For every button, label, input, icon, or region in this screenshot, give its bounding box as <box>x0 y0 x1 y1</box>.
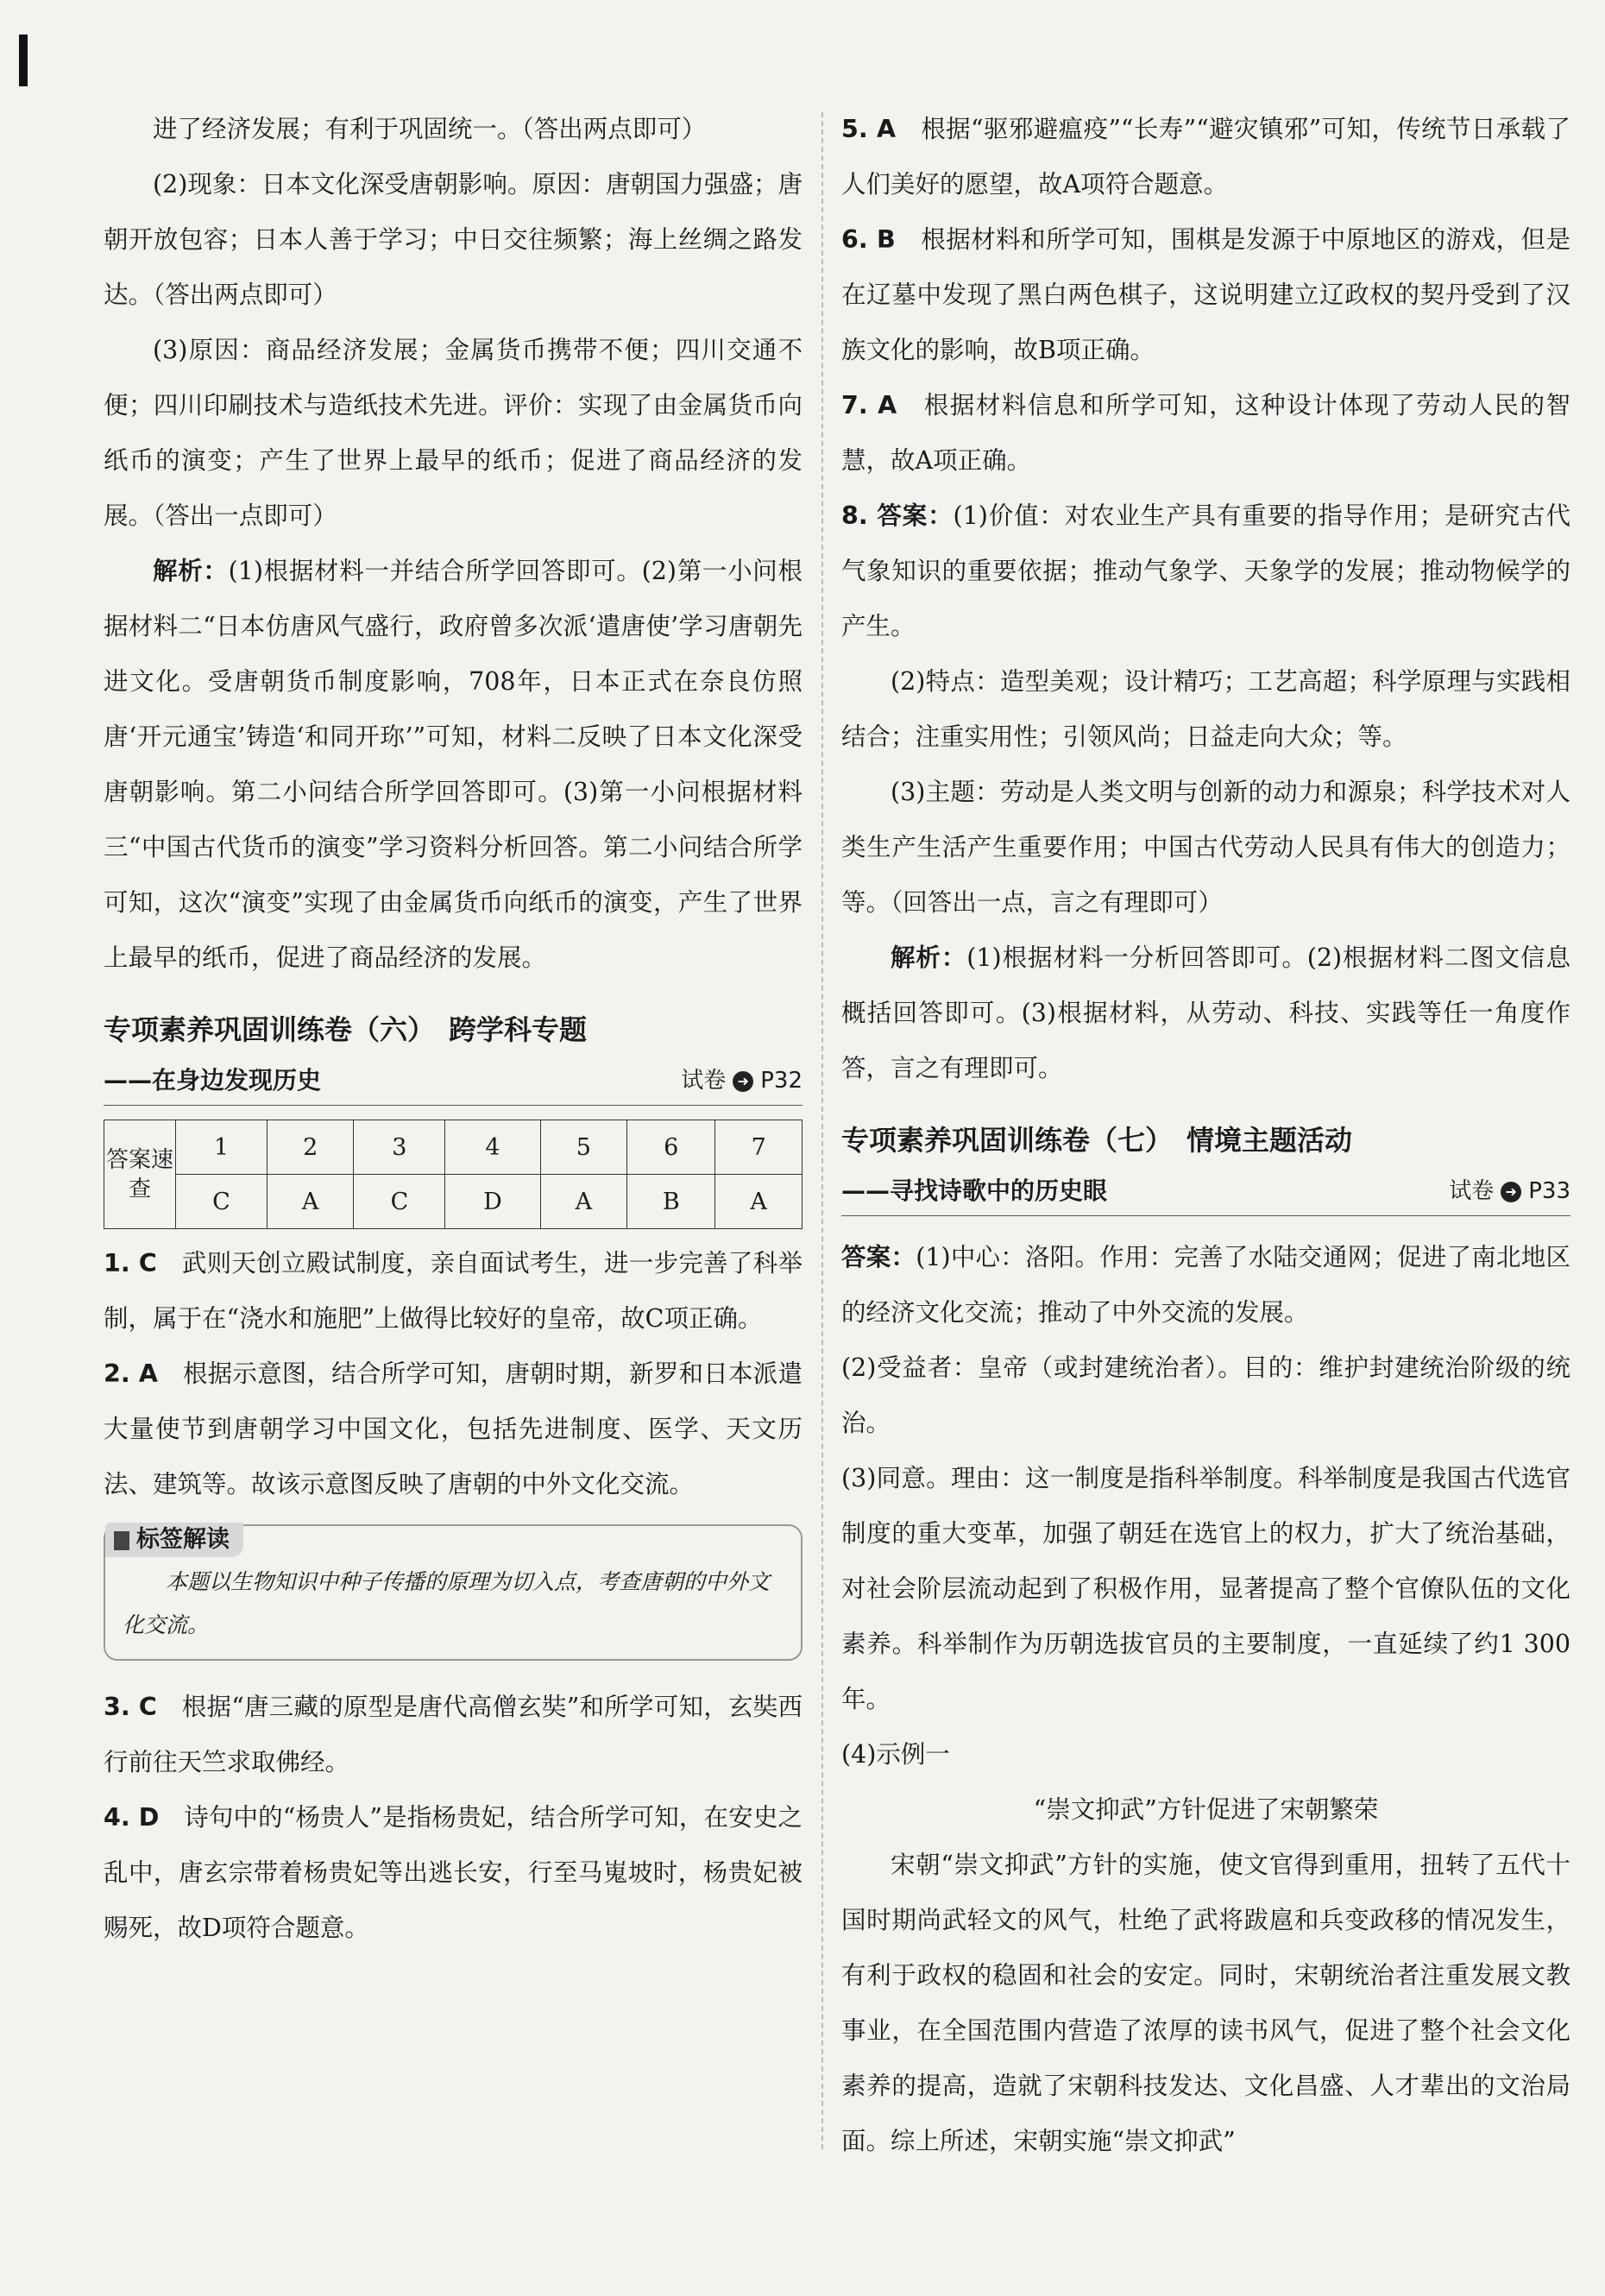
tag-text: 本题以生物知识中种子传播的原理为切入点，考查唐朝的中外文化交流。 <box>123 1569 771 1637</box>
tag-title: 标签解读 <box>136 1526 230 1553</box>
right-column <box>841 102 1570 2169</box>
analysis-text: (1)根据材料一分析回答即可。(2)根据材料二图文信息概括回答即可。(3)根据材料，从劳动、科技、实践等任一角度作答，言之有理即可。 <box>841 943 1570 1082</box>
section-title-6: 专项素养巩固训练卷（六） 跨学科专题 <box>104 1013 588 1046</box>
answer-part-4: (4)示例一 <box>841 1740 950 1769</box>
page-reference <box>681 1060 802 1101</box>
left-column <box>104 102 802 1956</box>
analysis-label: 解析： <box>891 943 967 972</box>
answer-number: 4 <box>445 1120 540 1175</box>
analysis-text: (1)根据材料一并结合所学回答即可。(2)第一小问根据材料二“日本仿唐风气盛行，政府曾多次派‘遣唐使’学习唐朝先进文化。受唐朝货币制度影响，708年，日本正式在奈良仿照唐‘开元通宝’铸造‘和同开珎’”可知，材料二反映了日本文化深受唐朝影响。第二小问结合所学回答即可。(3)第一小问根据材料三“中国古代货币的演变”学习资料分析回答。第二小问结合所学可知，这次“演变”实现了由金属货币向纸币的演变，产生了世界上最早的纸币，促进了商品经济的发展。 <box>104 557 802 972</box>
answer-quick-check-table <box>104 1120 802 1229</box>
answer-label: 答案： <box>841 1243 916 1271</box>
answer-table-header: 答案速查 <box>104 1120 176 1229</box>
q8-analysis <box>841 930 1570 1096</box>
answer-number: 3 <box>354 1120 445 1175</box>
answer-number: 7 <box>715 1120 802 1175</box>
item-text: (1)价值：对农业生产具有重要的指导作用；是研究古代气象知识的重要依据；推动气象学、天象学的发展；推动物候学的产生。 <box>841 501 1570 640</box>
tag-header <box>105 1523 243 1557</box>
item-text: 诗句中的“杨贵人”是指杨贵妃，结合所学可知，在安史之乱中，唐玄宗带着杨贵妃等出逃长安，行至马嵬坡时，杨贵妃被赐死，故D项符合题意。 <box>104 1803 802 1942</box>
answer-item-7 <box>841 378 1570 489</box>
page-ref-label: 试卷 <box>681 1068 727 1094</box>
continued-text-3: (3)原因：商品经济发展；金属货币携带不便；四川交通不便；四川印刷技术与造纸技术先进。评价：实现了由金属货币向纸币的演变；产生了世界上最早的纸币；促进了商品经济的发展。（答出一点即可） <box>104 336 802 530</box>
q8-part-2: (2)特点：造型美观；设计精巧；工艺高超；科学原理与实践相结合；注重实用性；引领风尚；日益走向大众；等。 <box>841 667 1570 751</box>
section-subtitle: ——寻找诗歌中的历史眼 <box>841 1176 1108 1205</box>
continued-text-2: (2)现象：日本文化深受唐朝影响。原因：唐朝国力强盛；唐朝开放包容；日本人善于学习；中日交往频繁；海上丝绸之路发达。（答出两点即可） <box>104 170 802 309</box>
answer-number: 1 <box>176 1120 268 1175</box>
page-ref-label: 试卷 <box>1449 1178 1495 1204</box>
analysis-paragraph <box>104 544 802 986</box>
answer-number: 6 <box>627 1120 715 1175</box>
essay-text: 宋朝“崇文抑武”方针的实施，使文官得到重用，扭转了五代十国时期尚武轻文的风气，杜绝了武将跋扈和兵变政移的情况发生，有利于政权的稳固和社会的安定。同时，宋朝统治者注重发展文教事业，在全国范围内营造了浓厚的读书风气，促进了整个社会文化素养的提高，造就了宋朝科技发达、文化昌盛、人才辈出的文治局面。综上所述，宋朝实施“崇文抑武” <box>841 1851 1570 2155</box>
arrow-right-icon: ➜ <box>733 1071 753 1092</box>
section-subtitle-row <box>841 1170 1570 1216</box>
answer-item-4 <box>104 1790 802 1956</box>
item-text: 根据材料信息和所学可知，这种设计体现了劳动人民的智慧，故A项正确。 <box>841 391 1570 475</box>
page-ref-number: P32 <box>760 1068 802 1094</box>
essay-title: “崇文抑武”方针促进了宋朝繁荣 <box>1033 1795 1379 1824</box>
item-text: 根据“唐三藏的原型是唐代高僧玄奘”和所学可知，玄奘西行前往天竺求取佛经。 <box>104 1693 802 1776</box>
answer-item-1 <box>104 1236 802 1347</box>
item-number: 6. B <box>841 225 896 254</box>
item-number: 7. A <box>841 391 897 419</box>
tag-explanation-box <box>104 1524 802 1661</box>
item-text: 根据材料和所学可知，围棋是发源于中原地区的游戏，但是在辽墓中发现了黑白两色棋子，这说明建立辽政权的契丹受到了汉族文化的影响，故B项正确。 <box>841 225 1570 364</box>
book-icon <box>114 1531 129 1550</box>
item-text: 根据“驱邪避瘟疫”“长寿”“避灾镇邪”可知，传统节日承载了人们美好的愿望，故A项符合题意。 <box>841 115 1570 199</box>
answer-part-3: (3)同意。理由：这一制度是指科举制度。科举制度是我国古代选官制度的重大变革，加强了朝廷在选官上的权力，扩大了统治基础，对社会阶层流动起到了积极作用，显著提高了整个官僚队伍的文化素养。科举制作为历朝选拔官员的主要制度，一直延续了约1 300年。 <box>841 1464 1570 1713</box>
answer-item-3 <box>104 1680 802 1790</box>
answer-item-2 <box>104 1347 802 1512</box>
answer-letter: A <box>540 1175 627 1229</box>
answer-part-1 <box>841 1230 1570 1340</box>
page-reference <box>1449 1170 1570 1212</box>
item-number: 1. C <box>104 1249 157 1277</box>
column-divider <box>821 112 823 2149</box>
answer-item-8 <box>841 489 1570 654</box>
answer-item-5 <box>841 102 1570 212</box>
answer-letter: B <box>627 1175 715 1229</box>
continued-text-1: 进了经济发展；有利于巩固统一。（答出两点即可） <box>153 115 707 143</box>
page-ref-number: P33 <box>1528 1178 1570 1204</box>
corner-mark <box>19 35 28 86</box>
answer-number: 5 <box>540 1120 627 1175</box>
q8-part-3: (3)主题：劳动是人类文明与创新的动力和源泉；科学技术对人类生产生活产生重要作用；中国古代劳动人民具有伟大的创造力；等。（回答出一点，言之有理即可） <box>841 778 1570 917</box>
item-number: 8. 答案： <box>841 501 954 530</box>
section-title-7: 专项素养巩固训练卷（七） 情境主题活动 <box>841 1124 1353 1157</box>
item-number: 3. C <box>104 1693 157 1721</box>
item-text: 武则天创立殿试制度，亲自面试考生，进一步完善了科举制，属于在“浇水和施肥”上做得比较好的皇帝，故C项正确。 <box>104 1249 802 1333</box>
answer-table-number-row <box>104 1120 802 1175</box>
answer-part-2: (2)受益者：皇帝（或封建统治者）。目的：维护封建统治阶级的统治。 <box>841 1353 1570 1437</box>
answer-number: 2 <box>267 1120 354 1175</box>
answer-text: (1)中心：洛阳。作用：完善了水陆交通网；促进了南北地区的经济文化交流；推动了中外交流的发展。 <box>841 1243 1570 1327</box>
section-subtitle: ——在身边发现历史 <box>104 1066 322 1094</box>
answer-letter: C <box>354 1175 445 1229</box>
section-subtitle-row <box>104 1060 802 1106</box>
item-number: 2. A <box>104 1359 158 1388</box>
analysis-label: 解析： <box>153 557 229 585</box>
answer-letter: A <box>715 1175 802 1229</box>
item-text: 根据示意图，结合所学可知，唐朝时期，新罗和日本派遣大量使节到唐朝学习中国文化，包括先进制度、医学、天文历法、建筑等。故该示意图反映了唐朝的中外文化交流。 <box>104 1359 802 1498</box>
answer-item-6 <box>841 212 1570 378</box>
answer-table-letter-row <box>104 1175 802 1229</box>
answer-letter: D <box>445 1175 540 1229</box>
answer-letter: C <box>176 1175 268 1229</box>
item-number: 4. D <box>104 1803 160 1832</box>
arrow-right-icon: ➜ <box>1501 1182 1521 1202</box>
item-number: 5. A <box>841 115 897 143</box>
answer-letter: A <box>267 1175 354 1229</box>
